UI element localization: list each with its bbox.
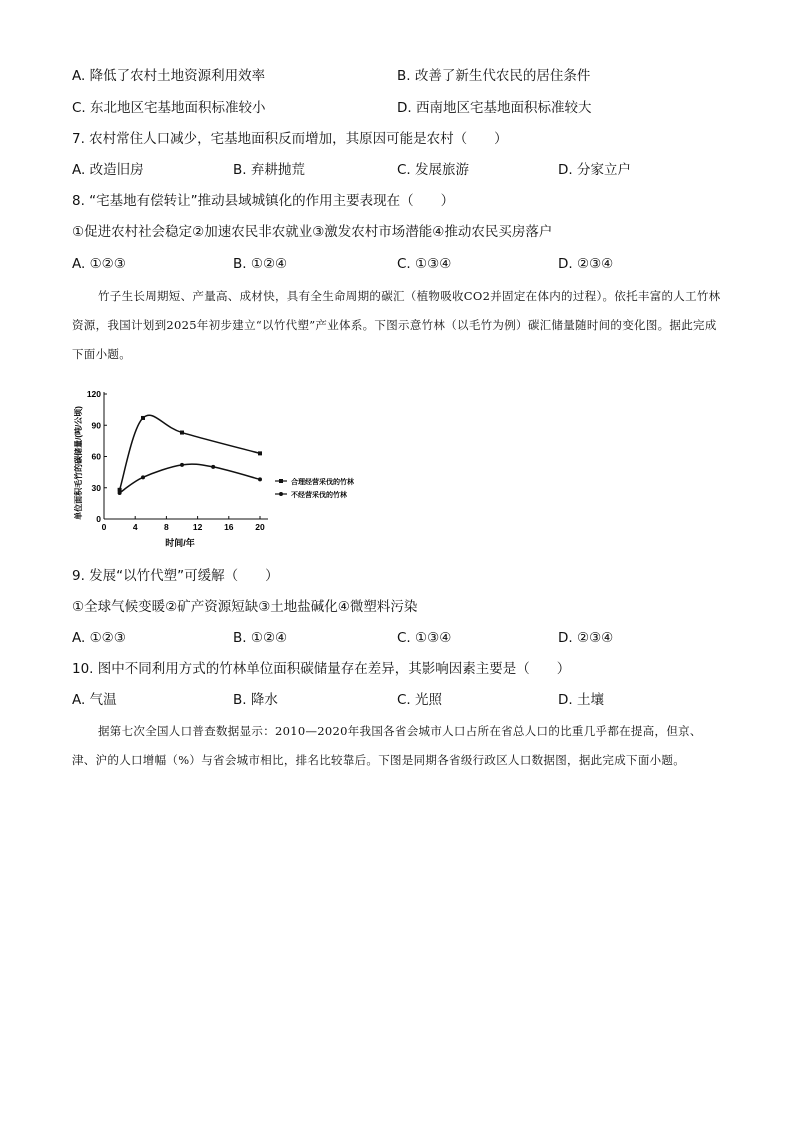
- q9-option-c: C. ①③④: [397, 630, 452, 646]
- chart-data-point: [211, 465, 215, 469]
- chart-legend-label: 合理经营采伐的竹林: [291, 479, 354, 486]
- chart-y-tick-label: 60: [91, 451, 101, 462]
- q10-option-b: B. 降水: [233, 692, 278, 708]
- q6-option-a: A. 降低了农村土地资源利用效率: [72, 68, 266, 84]
- q6-option-d: D. 西南地区宅基地面积标准较大: [397, 100, 592, 116]
- q8-choices: ①促进农村社会稳定②加速农民非农就业③激发农村市场潜能④推动农民买房落户: [72, 224, 553, 240]
- chart-legend-marker: [279, 492, 283, 496]
- q7-option-d: D. 分家立户: [558, 162, 631, 178]
- chart-x-axis-label: 时间/年: [165, 538, 195, 548]
- chart-x-tick-label: 0: [101, 522, 107, 532]
- chart-data-point: [118, 491, 122, 495]
- chart-x-tick-label: 16: [224, 522, 234, 532]
- passage-bamboo: 竹子生长周期短、产量高、成材快，具有全生命周期的碳汇（植物吸收CO2并固定在体内的过程）。依托丰富的人工竹林资源，我国计划到2025年初步建立“以竹代塑”产业体系。下图示意竹林（以毛竹为例）碳汇储量随时间的变化图。据此完成下面小题。: [72, 289, 721, 361]
- chart-x-tick-label: 8: [164, 522, 169, 532]
- q10-option-a: A. 气温: [72, 692, 117, 708]
- chart-data-point: [180, 431, 184, 435]
- chart-x-tick-label: 20: [255, 522, 265, 532]
- chart-x-tick-label: 12: [192, 522, 203, 532]
- chart-legend-marker: [279, 479, 283, 483]
- q10-option-c: C. 光照: [397, 692, 443, 708]
- q7-option-b: B. 弃耕抛荒: [233, 162, 305, 178]
- passage-population: 据第七次全国人口普查数据显示：2010—2020年我国各省会城市人口占所在省总人口的比重几乎都在提高，但京、津、沪的人口增幅（%）与省会城市相比，排名比较靠后。下图是同期各省级行政区人口数据图，据此完成下面小题。: [72, 724, 702, 767]
- chart-y-tick-label: 90: [91, 420, 101, 431]
- q7-option-a: A. 改造旧房: [72, 162, 144, 178]
- q7-option-c: C. 发展旅游: [397, 162, 470, 178]
- chart-data-point: [180, 463, 184, 467]
- q6-option-b: B. 改善了新生代农民的居住条件: [397, 68, 591, 84]
- q7-stem: 7. 农村常住人口减少，宅基地面积反而增加，其原因可能是农村（ ）: [72, 131, 508, 147]
- chart-series-line-2: [120, 464, 260, 493]
- q8-option-d: D. ②③④: [558, 256, 614, 272]
- chart-y-tick-label: 30: [91, 482, 101, 493]
- q8-option-b: B. ①②④: [233, 256, 288, 272]
- q10-option-d: D. 土壤: [558, 692, 604, 708]
- q8-stem: 8. “宅基地有偿转让”推动县域城镇化的作用主要表现在（ ）: [72, 193, 455, 209]
- chart-y-tick-label: 120: [86, 389, 101, 399]
- chart-legend-label: 不经营采伐的竹林: [291, 492, 347, 499]
- q10-stem: 10. 图中不同利用方式的竹林单位面积碳储量存在差异，其影响因素主要是（ ）: [72, 661, 571, 677]
- chart-x-tick-label: 4: [132, 522, 138, 532]
- chart-data-point: [141, 416, 145, 420]
- q9-option-d: D. ②③④: [558, 630, 614, 646]
- chart-y-tick-label: 0: [96, 514, 101, 524]
- chart-data-point: [141, 475, 145, 479]
- q9-option-a: A. ①②③: [72, 630, 126, 646]
- chart-data-point: [258, 477, 262, 481]
- chart-data-point: [258, 451, 262, 455]
- q8-option-a: A. ①②③: [72, 256, 126, 272]
- q8-option-c: C. ①③④: [397, 256, 452, 272]
- chart-y-axis-label: 单位面积毛竹的碳储量/(吨/公顷): [74, 406, 83, 520]
- q6-option-c: C. 东北地区宅基地面积标准较小: [72, 100, 266, 116]
- carbon-storage-chart: [72, 385, 372, 550]
- q9-option-b: B. ①②④: [233, 630, 288, 646]
- q9-choices: ①全球气候变暖②矿产资源短缺③土地盐碱化④微塑料污染: [72, 599, 418, 615]
- q9-stem: 9. 发展“以竹代塑”可缓解（ ）: [72, 568, 279, 584]
